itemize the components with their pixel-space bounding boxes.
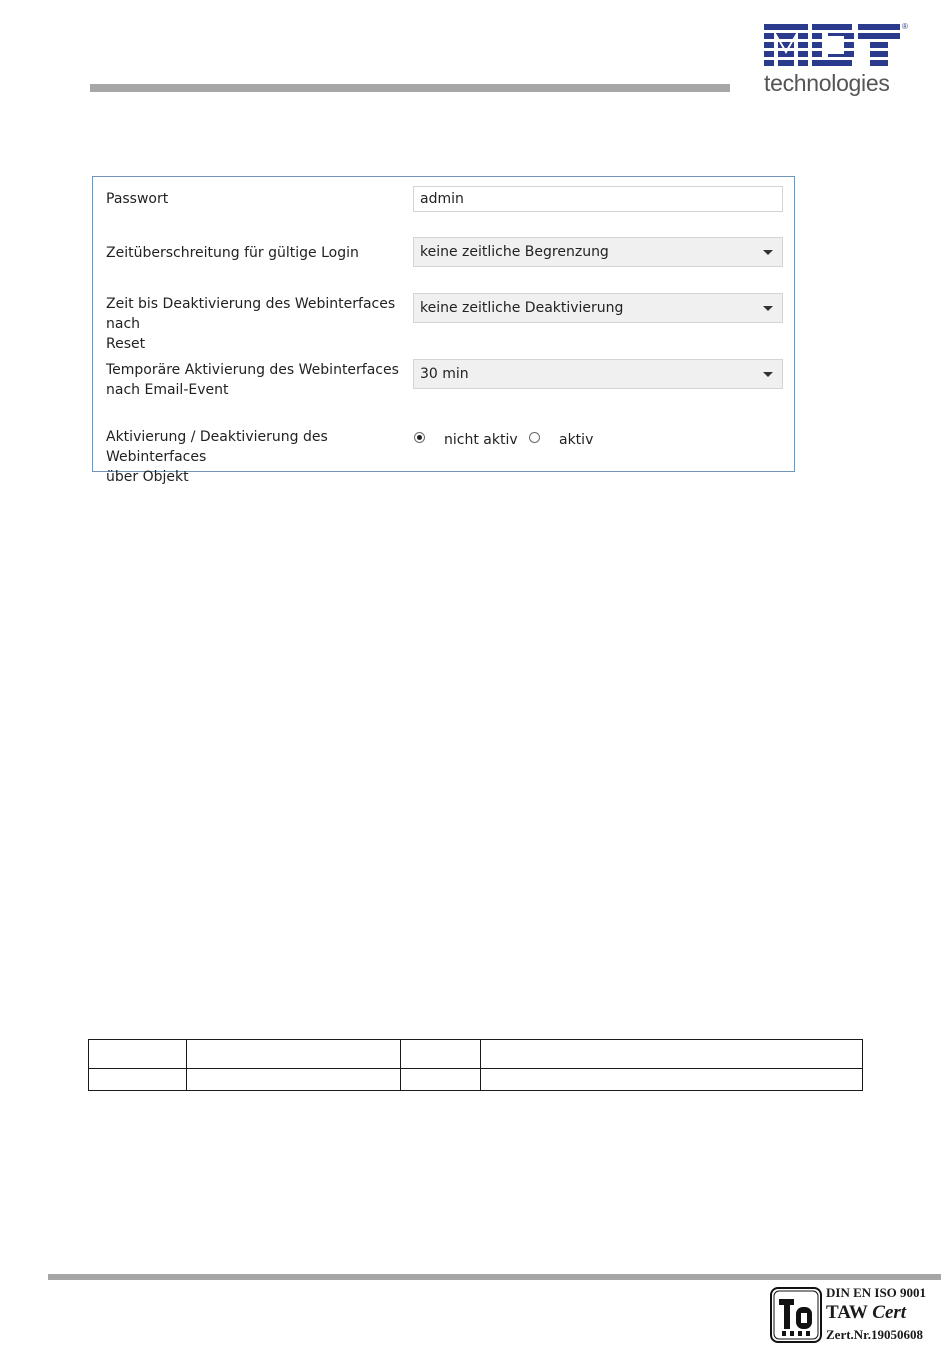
empty-table: [88, 1039, 863, 1091]
temp-activation-select[interactable]: [413, 359, 783, 389]
iso-certification: [770, 1285, 945, 1345]
mdt-logo: [762, 22, 912, 100]
deactivation-reset-value: keine zeitliche Deaktivierung: [420, 300, 624, 316]
table-cell: [401, 1069, 481, 1091]
deactivation-reset-label-line2: Reset: [106, 336, 146, 352]
radio-unchecked-icon: [529, 432, 540, 443]
login-timeout-select[interactable]: [413, 237, 783, 267]
cert-issuer-cert: Cert: [872, 1302, 907, 1323]
deactivation-reset-select[interactable]: [413, 293, 783, 323]
header-rule: [90, 84, 730, 92]
registered-mark: ®: [902, 22, 908, 31]
cert-standard: DIN EN ISO 9001: [826, 1285, 927, 1300]
cert-issuer-name: TAW: [826, 1302, 868, 1323]
deactivation-reset-label: [106, 294, 416, 354]
mdt-logo-mark: [764, 22, 900, 68]
table-cell: [481, 1069, 863, 1091]
table-cell: [89, 1069, 187, 1091]
deactivation-reset-label-line1: Zeit bis Deaktivierung des Webinterfaces nach: [106, 296, 396, 332]
password-input[interactable]: admin: [413, 186, 783, 212]
radio-checked-icon: [414, 432, 425, 443]
table-cell: [401, 1040, 481, 1069]
chevron-down-icon: [763, 306, 773, 311]
footer-rule: [48, 1274, 941, 1280]
object-activation-label: [106, 427, 416, 487]
logo-subtitle: technologies: [764, 70, 890, 96]
table-cell: [89, 1040, 187, 1069]
temp-activation-label-line1: Temporäre Aktivierung des Webinterfaces: [106, 362, 399, 378]
login-timeout-label: Zeitüberschreitung für gültige Login: [106, 245, 359, 261]
chevron-down-icon: [763, 250, 773, 255]
table-cell: [481, 1040, 863, 1069]
radio-aktiv-label: aktiv: [559, 432, 594, 448]
chevron-down-icon: [763, 372, 773, 377]
object-activation-label-line2: über Objekt: [106, 469, 189, 485]
table-row: [89, 1069, 863, 1091]
temp-activation-value: 30 min: [420, 366, 469, 382]
object-activation-label-line1: Aktivierung / Deaktivierung des Webinterfaces: [106, 429, 328, 465]
cert-number: Zert.Nr.19050608: [826, 1327, 924, 1342]
webinterface-settings-panel: [92, 176, 795, 485]
radio-nicht-aktiv-label: nicht aktiv: [444, 432, 518, 448]
temp-activation-label-line2: nach Email-Event: [106, 382, 229, 398]
taw-cert-badge-icon: [770, 1287, 822, 1343]
table-cell: [187, 1069, 401, 1091]
cert-issuer: [826, 1302, 906, 1324]
temp-activation-label: [106, 360, 416, 400]
table-cell: [187, 1040, 401, 1069]
password-label: Passwort: [106, 191, 169, 207]
table-row: [89, 1040, 863, 1069]
login-timeout-value: keine zeitliche Begrenzung: [420, 244, 609, 260]
